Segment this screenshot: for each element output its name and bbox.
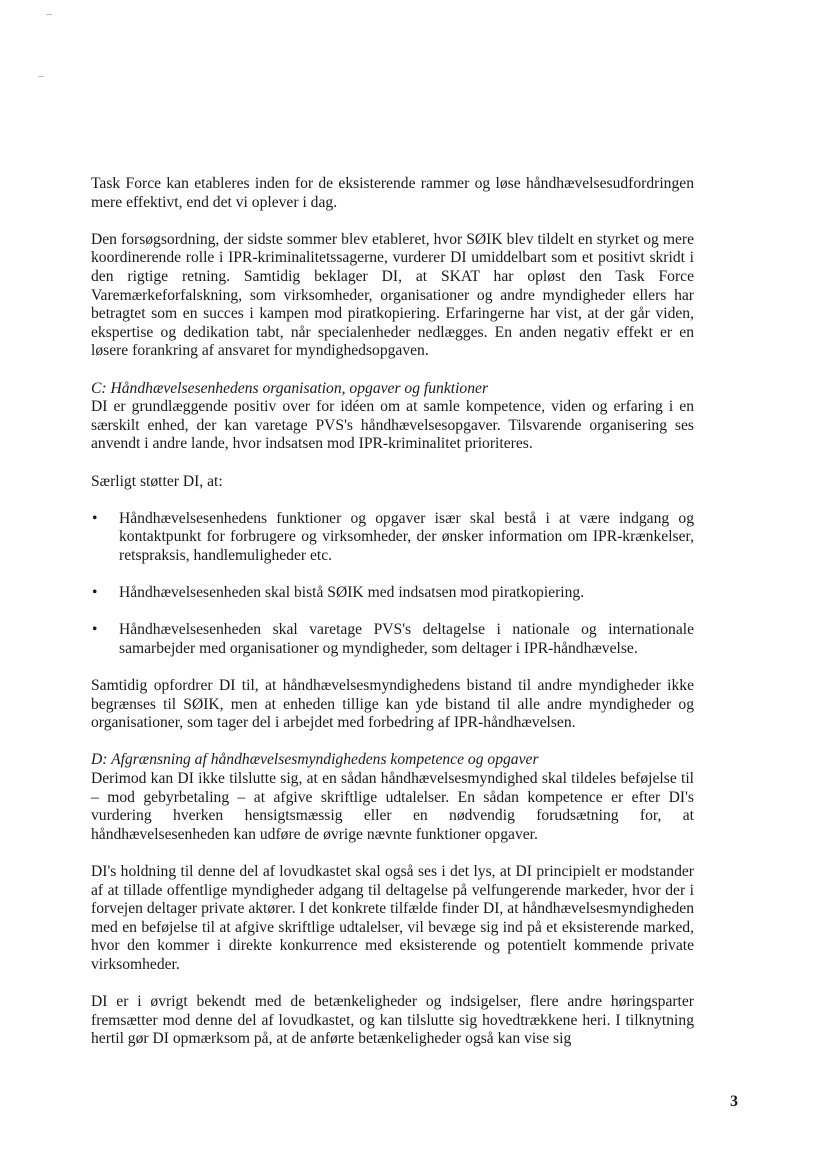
page-number: 3: [730, 1093, 738, 1110]
scan-mark: [38, 76, 44, 77]
bullet-icon: •: [92, 509, 98, 527]
list-item-text: Håndhævelsesenheden skal bistå SØIK med indsatsen mod piratkopiering.: [119, 584, 585, 602]
section-heading: D: Afgrænsning af håndhævelsesmyndighedens kompetence og opgaver: [91, 751, 539, 769]
paragraph: Task Force kan etableres inden for de eksisterende rammer og løse håndhævelsesudfordringen mere effektivt, end det vi oplever i dag.: [91, 175, 694, 211]
list-item: [91, 584, 694, 603]
paragraph: DI er grundlæggende positiv over for idéen om at samle kompetence, viden og erfaring i en særskilt enhed, der kan varetage PVS's håndhævelsesopgaver. Tilsvarende organisering ses anvendt i andre lande, hvor indsatsen mod IPR-kriminalitet prioriteres.: [91, 398, 694, 453]
paragraph: DI er i øvrigt bekendt med de betænkeligheder og indsigelser, flere andre høringsparter fremsætter mod denne del af lovudkastet, og kan tilslutte sig hovedtrækkene heri. I tilknytning hertil gør DI opmærksom på, at de anførte betænkeligheder også kan vise sig: [91, 993, 694, 1048]
section-d: [91, 751, 694, 1049]
section-c: [91, 380, 694, 733]
paragraph: Den forsøgsordning, der sidste sommer blev etableret, hvor SØIK blev tildelt en styrket og mere koordinerende rolle i IPR-kriminalitetssagerne, vurderer DI umiddelbart som et positivt skridt i den rigtige retning. Samtidig beklager DI, at SKAT har opløst den Task Force Varemærkeforfalskning, som virksomheder, organisationer og andre myndigheder ellers har betragtet som en succes i kampen mod piratkopiering. Erfaringerne har vist, at der går viden, ekspertise og dedikation tabt, når specialenheder nedlægges. En anden negativ effekt er en løsere forankring af ansvaret for myndighedsopgaven.: [91, 230, 694, 360]
list-item-text: Håndhævelsesenheden skal varetage PVS's deltagelse i nationale og internationale samarbejder med organisationer og myndigheder, som deltager i IPR-håndhævelse.: [119, 621, 694, 657]
document-body: [91, 175, 694, 1049]
paragraph: Særligt støtter DI, at:: [91, 472, 223, 490]
section-heading: C: Håndhævelsesenhedens organisation, opgaver og funktioner: [91, 379, 489, 397]
list-item: [91, 621, 694, 658]
scan-mark: [46, 14, 52, 15]
bullet-icon: •: [92, 584, 98, 602]
bullet-list: [91, 510, 694, 659]
paragraph: Derimod kan DI ikke tilslutte sig, at en sådan håndhævelsesmyndighed skal tildeles beføjelse til – mod gebyrbetaling – at afgive skriftlige udtalelser. En sådan kompetence er efter DI's vurdering hverken hensigtsmæssig eller en nødvendig forudsætning for, at håndhævelsesenheden kan udføre de øvrige nævnte funktioner opgaver.: [91, 770, 694, 843]
bullet-icon: •: [92, 621, 98, 639]
paragraph: Samtidig opfordrer DI til, at håndhævelsesmyndighedens bistand til andre myndigheder ikke begrænses til SØIK, men at enheden tillige kan yde bistand til alle andre myndigheder og organisationer, som tager del i arbejdet med forbedring af IPR-håndhævelsen.: [91, 677, 694, 732]
list-item-text: Håndhævelsesenhedens funktioner og opgaver især skal bestå i at være indgang og kontaktpunkt for forbrugere og virksomheder, der ønsker information om IPR-krænkelser, retspraksis, handlemuligheder etc.: [119, 509, 694, 564]
list-item: [91, 510, 694, 566]
paragraph: DI's holdning til denne del af lovudkastet skal også ses i det lys, at DI principielt er modstander af at tillade offentlige myndigheder adgang til deltagelse på velfungerende markeder, hvor der i forvejen deltager private aktører. I det konkrete tilfælde finder DI, at håndhævelsesmyndigheden med en beføjelse til at afgive skriftlige udtalelser, vil bevæge sig ind på et eksisterende marked, hvor den kommer i direkte konkurrence med eksisterende og potentielt kommende private virksomheder.: [91, 862, 694, 973]
